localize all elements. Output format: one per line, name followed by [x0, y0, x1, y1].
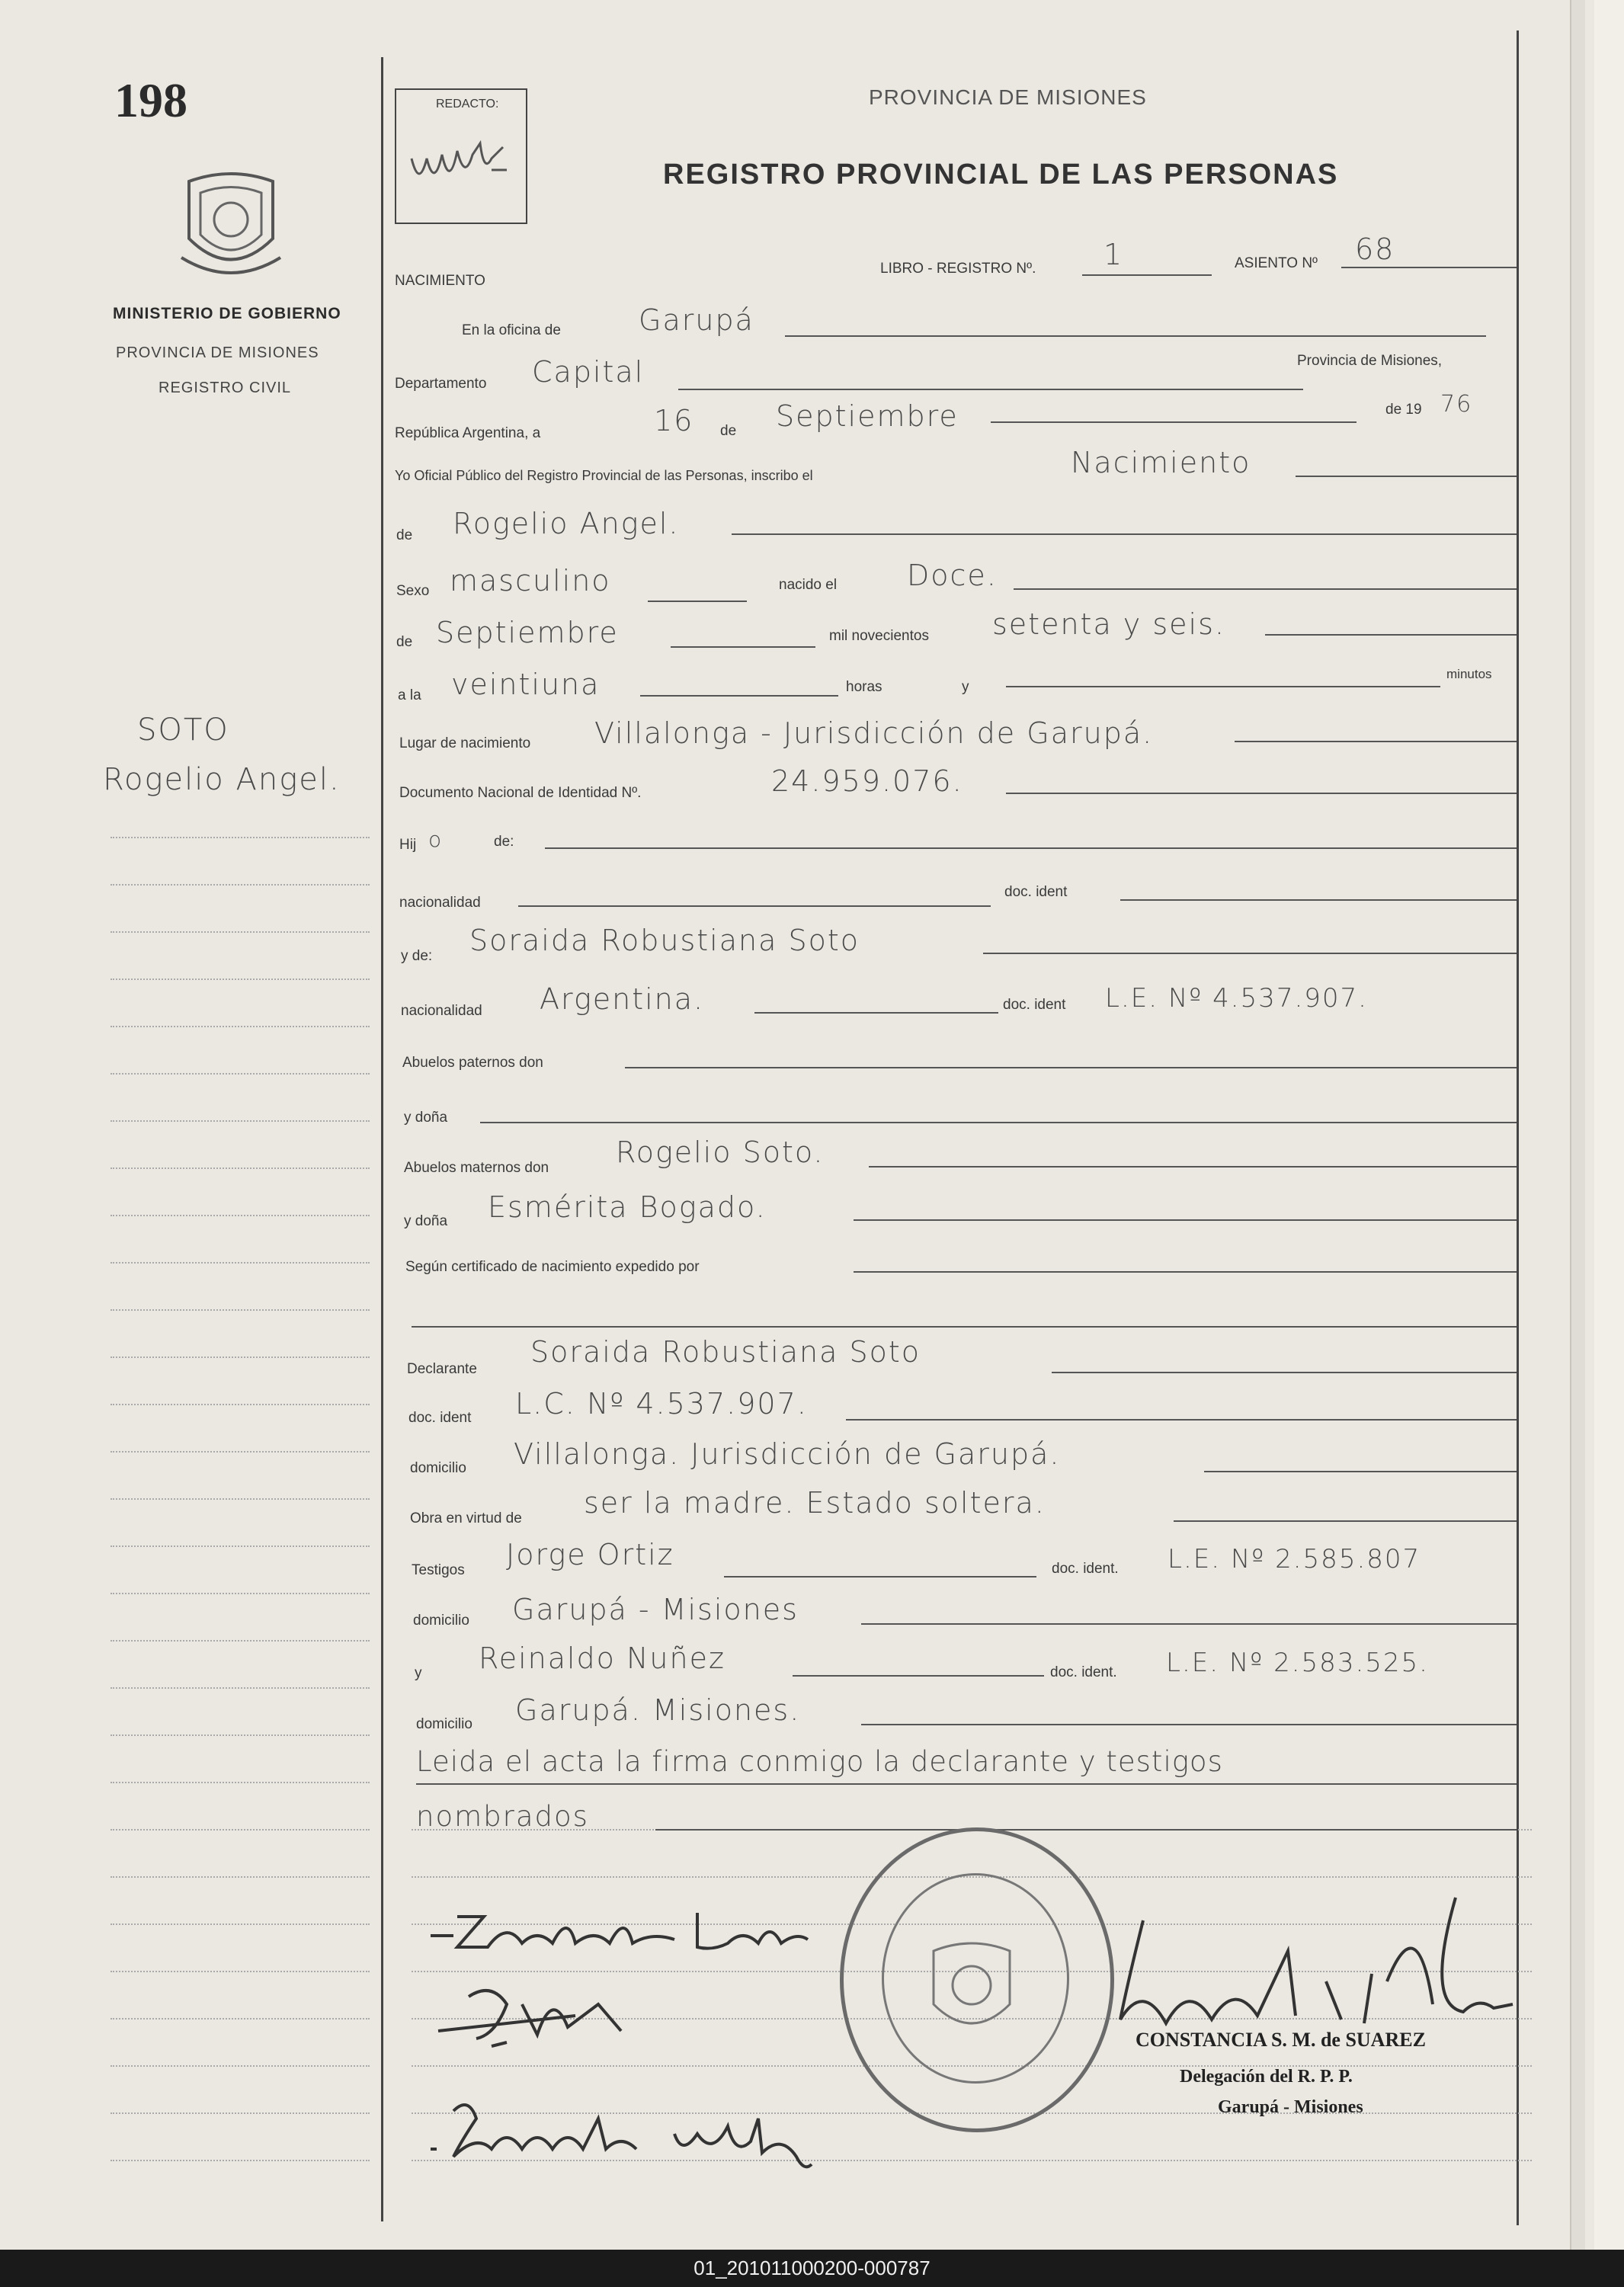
at-label: a la	[398, 687, 421, 703]
declarant-label: Declarante	[407, 1361, 477, 1377]
ministry-province: PROVINCIA DE MISIONES	[116, 344, 319, 361]
margin-surname: SOTO	[137, 713, 229, 748]
margin-line	[111, 2112, 370, 2114]
stamp-name: CONSTANCIA S. M. de SUAREZ	[1136, 2029, 1426, 2051]
acts-label: Obra en virtud de	[410, 1510, 522, 1526]
name-value: Rogelio Angel.	[453, 507, 680, 540]
thousand-label: mil novecientos	[829, 628, 929, 644]
mother-nationality-value: Argentina.	[540, 982, 705, 1016]
born-label: nacido el	[779, 577, 838, 593]
declarant-domicile-value: Villalonga. Jurisdicción de Garupá.	[514, 1437, 1061, 1471]
margin-line	[111, 1545, 370, 1547]
name-line	[732, 533, 1517, 535]
margin-line	[111, 884, 370, 886]
margin-line	[111, 1215, 370, 1216]
de-label: de	[396, 527, 413, 543]
witness1-domicile-line	[861, 1623, 1517, 1625]
declarant-doc-line	[846, 1419, 1517, 1421]
maternal-grandparents-label: Abuelos maternos don	[404, 1160, 549, 1176]
minutes-line	[1006, 686, 1440, 687]
witnesses-label: Testigos	[412, 1562, 465, 1578]
margin-line	[111, 1782, 370, 1783]
certificate-line-2	[412, 1326, 1517, 1328]
year-value: 76	[1440, 391, 1473, 418]
born-month-value: Septiembre	[436, 616, 619, 649]
closing-line-2: nombrados	[416, 1800, 589, 1833]
acts-line	[1174, 1520, 1517, 1522]
signature-official	[1097, 1890, 1524, 2050]
month-value: Septiembre	[776, 399, 959, 433]
department-label: Departamento	[395, 376, 487, 392]
margin-line	[111, 1687, 370, 1689]
mother-value: Soraida Robustiana Soto	[469, 924, 860, 957]
signature-witness-2	[423, 2088, 819, 2180]
margin-line	[111, 1357, 370, 1358]
witness1-value: Jorge Ortiz	[506, 1538, 674, 1571]
department-line	[678, 389, 1303, 390]
declarant-value: Soraida Robustiana Soto	[530, 1335, 921, 1369]
margin-line	[111, 2018, 370, 2020]
page-edge	[1594, 0, 1624, 2287]
province-suffix: Provincia de Misiones,	[1297, 353, 1443, 369]
child-label: Hij	[399, 837, 417, 853]
entry-value: 68	[1355, 232, 1395, 266]
maternal-grandfather-line	[869, 1166, 1517, 1168]
republic-label: República Argentina, a	[395, 425, 541, 441]
born-year-line	[1265, 634, 1517, 636]
sex-line	[648, 601, 747, 602]
redacto-box	[395, 88, 527, 224]
margin-line	[111, 1168, 370, 1169]
declarant-line	[1052, 1372, 1517, 1373]
office-label: En la oficina de	[462, 322, 561, 338]
margin-line	[111, 1309, 370, 1311]
maternal-grandmother-value: Esmérita Bogado.	[488, 1190, 767, 1224]
record-type-label: NACIMIENTO	[395, 273, 485, 289]
page-number: 198	[114, 73, 187, 127]
declarant-doc-label: doc. ident	[408, 1410, 472, 1426]
act-value: Nacimiento	[1071, 446, 1251, 479]
witness1-doc-value: L.E. Nº 2.585.807	[1168, 1544, 1421, 1574]
and-label: y	[962, 679, 969, 695]
witness1-domicile-value: Garupá - Misiones	[512, 1593, 799, 1626]
image-id-footer: 01_201011000200-000787	[0, 2250, 1624, 2287]
seal-emblem-icon	[918, 1936, 1025, 2050]
paternal-grandmother-line	[480, 1122, 1517, 1123]
paternal-grandmother-label: y doña	[404, 1110, 448, 1126]
margin-line	[111, 837, 370, 838]
born-year-value: setenta y seis.	[992, 607, 1225, 641]
margin-line	[111, 1404, 370, 1405]
paternal-grandfather-line	[625, 1067, 1517, 1068]
binding-spine	[1570, 0, 1585, 2250]
margin-line	[111, 1451, 370, 1453]
margin-line	[111, 979, 370, 980]
ministry-title: MINISTERIO DE GOBIERNO	[113, 305, 341, 322]
certificate-label: Según certificado de nacimiento expedido por	[405, 1259, 700, 1275]
margin-given-names: Rogelio Angel.	[103, 762, 341, 797]
maternal-grandfather-value: Rogelio Soto.	[616, 1135, 825, 1169]
mother-doc-value: L.E. Nº 4.537.907.	[1105, 983, 1368, 1014]
witness2-doc-value: L.E. Nº 2.583.525.	[1166, 1648, 1429, 1678]
stamp-office: Delegación del R. P. P.	[1180, 2067, 1353, 2087]
closing-line-2-rule	[655, 1829, 1517, 1831]
official-text: Yo Oficial Público del Registro Provincial de las Personas, inscribo el	[395, 468, 813, 483]
dni-value: 24.959.076.	[771, 764, 963, 798]
sex-label: Sexo	[396, 583, 430, 599]
witness2-value: Reinaldo Nuñez	[479, 1642, 726, 1675]
act-line	[1296, 476, 1517, 477]
office-value: Garupá	[639, 303, 754, 337]
book-line	[1082, 274, 1212, 276]
registry-title: REGISTRO PROVINCIAL DE LAS PERSONAS	[663, 159, 1339, 191]
coat-of-arms-icon	[174, 166, 288, 288]
hour-line	[640, 695, 838, 697]
child-value: o	[428, 827, 444, 852]
closing-line-1-rule	[416, 1783, 1517, 1785]
mother-nationality-line	[754, 1012, 998, 1014]
margin-line	[111, 1876, 370, 1878]
mother-line	[983, 953, 1517, 954]
margin-line	[111, 2160, 370, 2161]
margin-line	[111, 1026, 370, 1027]
margin-line	[111, 1829, 370, 1831]
province-header: PROVINCIA DE MISIONES	[869, 85, 1147, 109]
margin-line	[111, 1498, 370, 1500]
sex-value: masculino	[450, 564, 611, 597]
declarant-doc-value: L.C. Nº 4.537.907.	[515, 1387, 808, 1421]
witness2-doc-label: doc. ident.	[1050, 1664, 1117, 1680]
book-value: 1	[1103, 238, 1124, 271]
margin-line	[111, 1593, 370, 1594]
father-nationality-line	[518, 905, 991, 907]
entry-label: ASIENTO Nº	[1235, 255, 1318, 271]
year-label: de 19	[1385, 402, 1422, 418]
margin-line	[111, 1262, 370, 1264]
initials-signature	[408, 128, 514, 204]
dni-label: Documento Nacional de Identidad Nº.	[399, 785, 642, 801]
witness1-doc-label: doc. ident.	[1052, 1561, 1119, 1577]
child-de-label: de:	[494, 834, 514, 850]
birthplace-label: Lugar de nacimiento	[399, 735, 531, 751]
stamp-place: Garupá - Misiones	[1218, 2097, 1363, 2117]
maternal-grandmother-line	[854, 1219, 1517, 1221]
maternal-grandmother-label: y doña	[404, 1213, 448, 1229]
doc-ident-label: doc. ident	[1004, 884, 1068, 900]
birthplace-line	[1235, 741, 1517, 742]
y-label: y	[415, 1665, 422, 1681]
witness2-domicile-value: Garupá. Misiones.	[515, 1693, 801, 1727]
witness1-line	[724, 1576, 1036, 1578]
margin-line	[111, 1120, 370, 1122]
de-label-1: de	[720, 423, 737, 439]
mother-doc-label: doc. ident	[1003, 997, 1066, 1013]
entry-line	[1341, 267, 1517, 268]
margin-line	[111, 1073, 370, 1075]
dni-line	[1006, 793, 1517, 794]
certificate-line	[854, 1271, 1517, 1273]
witness2-domicile-label: domicilio	[416, 1716, 472, 1732]
signature-witness-1	[423, 1974, 697, 2058]
margin-line	[111, 1734, 370, 1736]
signature-declarant	[423, 1898, 819, 1966]
ministry-registry: REGISTRO CIVIL	[159, 380, 292, 396]
father-line	[545, 847, 1517, 849]
paternal-grandparents-label: Abuelos paternos don	[402, 1055, 543, 1071]
book-label: LIBRO - REGISTRO Nº.	[880, 261, 1036, 277]
margin-line	[111, 2065, 370, 2067]
margin-line	[111, 931, 370, 933]
acts-value: ser la madre. Estado soltera.	[584, 1486, 1046, 1520]
date-line	[991, 421, 1357, 423]
redacto-label: REDACTO:	[436, 98, 499, 111]
minutes-label: minutos	[1446, 667, 1492, 681]
born-month-line	[671, 646, 815, 648]
margin-line	[111, 1640, 370, 1642]
born-day-line	[1014, 588, 1517, 590]
office-line	[785, 335, 1486, 337]
day-value: 16	[654, 404, 694, 437]
father-doc-line	[1120, 899, 1517, 901]
witness1-domicile-label: domicilio	[413, 1613, 469, 1629]
nationality-label: nacionalidad	[399, 895, 481, 911]
and-of-label: y de:	[401, 948, 433, 964]
witness2-domicile-line	[861, 1724, 1517, 1725]
declarant-domicile-line	[1204, 1471, 1517, 1472]
margin-line	[111, 1971, 370, 1972]
closing-line-1: Leida el acta la firma conmigo la declarante y testigos	[416, 1745, 1223, 1778]
witness2-line	[793, 1675, 1044, 1677]
department-value: Capital	[532, 355, 645, 389]
born-day-value: Doce.	[907, 559, 998, 592]
left-column-divider	[381, 57, 383, 2221]
margin-line	[111, 1923, 370, 1925]
declarant-domicile-label: domicilio	[410, 1460, 466, 1476]
de-label-2: de	[396, 634, 413, 650]
hour-value: veintiuna	[451, 668, 601, 701]
birthplace-value: Villalonga - Jurisdicción de Garupá.	[594, 716, 1154, 750]
hours-label: horas	[846, 679, 882, 695]
mother-nationality-label: nacionalidad	[401, 1003, 482, 1019]
